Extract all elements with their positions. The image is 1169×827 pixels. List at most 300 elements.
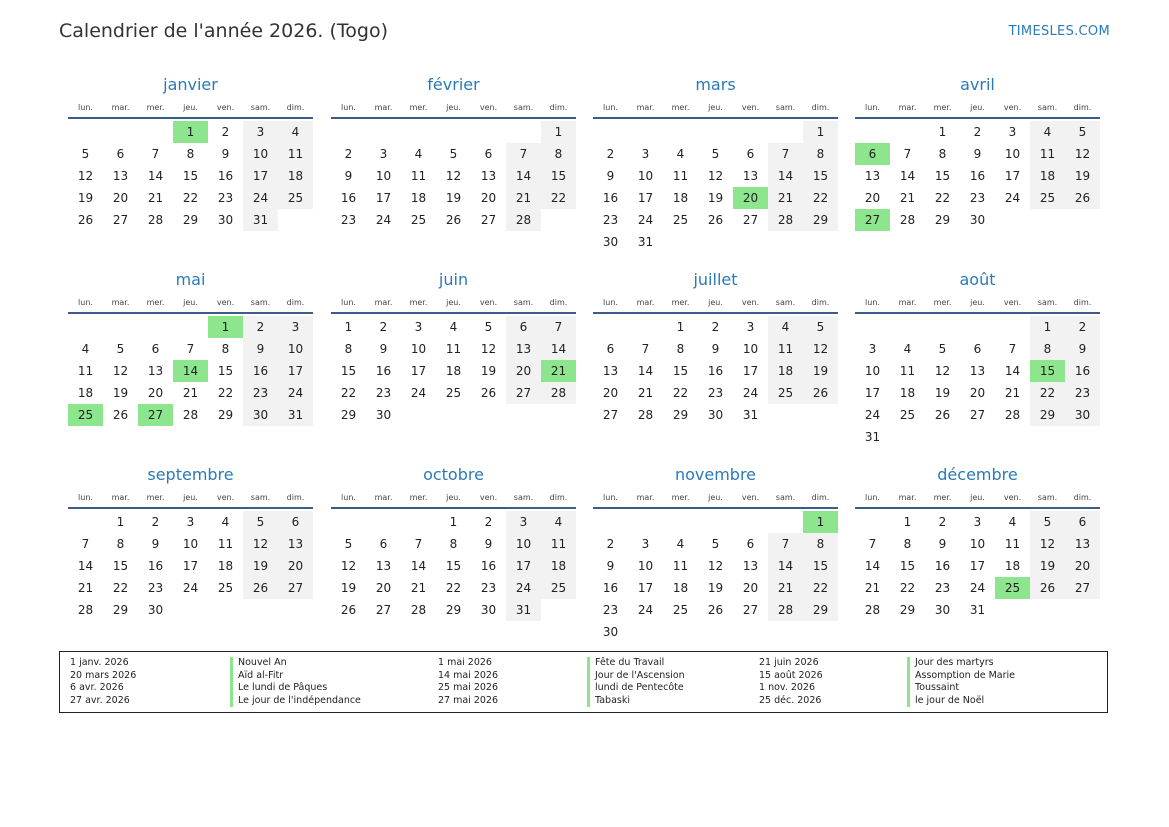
day-cell: 22: [217, 386, 234, 400]
day-cell: 21: [1004, 386, 1021, 400]
day-cell: 7: [768, 533, 803, 555]
empty-cell: [436, 121, 471, 143]
day-cell: 22: [445, 581, 462, 595]
day-cell: 19: [243, 555, 278, 577]
day-cell: 31: [506, 599, 541, 621]
header-rule: [855, 117, 1100, 119]
weekday-label: mer.: [409, 493, 428, 502]
day-cell: 24: [278, 382, 313, 404]
day-cell: 14: [864, 559, 881, 573]
day-cell: 22: [541, 187, 576, 209]
day-cell: 29: [672, 408, 689, 422]
day-cell: 19: [934, 386, 951, 400]
weekday-label: lun.: [603, 493, 618, 502]
month-name: janvier: [163, 75, 218, 94]
day-cell: 15: [340, 364, 357, 378]
holiday-name: Aïd al-Fitr: [230, 670, 283, 683]
day-cell: 5: [116, 342, 125, 356]
day-cell: 3: [641, 537, 650, 551]
day-cell: 9: [938, 537, 947, 551]
weekday-label: jeu.: [708, 103, 723, 112]
day-cell: 1: [1030, 316, 1065, 338]
month-11: [855, 464, 1100, 621]
weekday-label: ven.: [479, 103, 498, 112]
month-7: [855, 269, 1100, 448]
day-cell: 12: [243, 533, 278, 555]
day-cell: 22: [803, 187, 838, 209]
day-cell: 12: [934, 364, 951, 378]
day-cell: 20: [112, 191, 129, 205]
weekday-label: sam.: [775, 103, 796, 112]
empty-cell: [890, 316, 925, 338]
day-cell: 29: [340, 408, 357, 422]
day-cell: 31: [637, 235, 654, 249]
day-cell: 10: [742, 342, 759, 356]
day-cell: 26: [112, 408, 129, 422]
weekday-label: lun.: [341, 298, 356, 307]
day-cell: 25: [672, 213, 689, 227]
holiday-name: Jour des martyrs: [907, 657, 994, 670]
day-cell: 8: [938, 147, 947, 161]
day-cell: 1: [541, 121, 576, 143]
header-rule: [855, 312, 1100, 314]
day-cell: 1: [803, 121, 838, 143]
day-cell: 17: [637, 191, 654, 205]
weekday-label: lun.: [603, 103, 618, 112]
day-cell: 13: [864, 169, 881, 183]
day-cell: 2: [606, 537, 615, 551]
holiday-name: Assomption de Marie: [907, 670, 1015, 683]
day-cell: 29: [217, 408, 234, 422]
weekday-label: lun.: [341, 493, 356, 502]
day-cell: 22: [112, 581, 129, 595]
day-cell: 23: [707, 386, 724, 400]
day-cell: 16: [243, 360, 278, 382]
day-cell: 12: [1065, 143, 1100, 165]
weekday-label: dim.: [286, 298, 305, 307]
empty-cell: [628, 511, 663, 533]
holiday-date: 15 août 2026: [759, 669, 823, 681]
day-cell: 12: [707, 169, 724, 183]
day-cell: 11: [768, 338, 803, 360]
holiday-date: 14 mai 2026: [438, 669, 499, 681]
holiday-legend: [59, 651, 1108, 713]
days-grid: [68, 121, 313, 231]
day-cell: 17: [637, 581, 654, 595]
day-cell: 6: [506, 316, 541, 338]
empty-cell: [593, 121, 628, 143]
day-cell: 18: [899, 386, 916, 400]
day-cell: 4: [414, 147, 423, 161]
day-cell: 2: [484, 515, 493, 529]
days-grid: [855, 121, 1100, 231]
day-cell: 11: [217, 537, 234, 551]
month-0: [68, 74, 313, 231]
day-cell: 11: [899, 364, 916, 378]
weekday-label: mar.: [636, 298, 655, 307]
day-cell: 17: [410, 364, 427, 378]
day-cell: 29: [803, 599, 838, 621]
day-cell: 16: [217, 169, 234, 183]
weekday-label: ven.: [1003, 493, 1022, 502]
day-cell: 29: [803, 209, 838, 231]
header-rule: [68, 312, 313, 314]
day-cell: 25: [1030, 187, 1065, 209]
day-cell: 3: [746, 320, 755, 334]
day-cell: 14: [899, 169, 916, 183]
month-name: août: [959, 270, 996, 289]
day-cell: 7: [186, 342, 195, 356]
weekday-label: lun.: [603, 298, 618, 307]
empty-cell: [471, 121, 506, 143]
day-cell: 21: [147, 191, 164, 205]
weekday-label: dim.: [286, 493, 305, 502]
day-cell: 18: [541, 555, 576, 577]
day-cell: 19: [707, 581, 724, 595]
day-cell: 27: [1065, 577, 1100, 599]
day-cell: 9: [243, 338, 278, 360]
day-cell: 7: [1008, 342, 1017, 356]
weekday-label: dim.: [549, 493, 568, 502]
weekday-label: mar.: [898, 103, 917, 112]
day-cell: 5: [1030, 511, 1065, 533]
weekday-label: jeu.: [708, 298, 723, 307]
empty-cell: [366, 121, 401, 143]
month-2: [593, 74, 838, 253]
day-cell: 17: [506, 555, 541, 577]
weekday-label: mar.: [898, 493, 917, 502]
weekday-label: sam.: [1037, 493, 1058, 502]
day-cell: 26: [803, 382, 838, 404]
day-cell: 26: [445, 213, 462, 227]
weekday-label: dim.: [1073, 493, 1092, 502]
weekday-label: lun.: [865, 103, 880, 112]
days-grid: [68, 316, 313, 426]
day-cell: 26: [77, 213, 94, 227]
month-name: mai: [175, 270, 206, 289]
day-cell: 31: [969, 603, 986, 617]
day-cell: 18: [217, 559, 234, 573]
day-cell: 30: [934, 603, 951, 617]
day-cell: 8: [344, 342, 353, 356]
day-cell: 9: [606, 559, 615, 573]
day-cell: 5: [711, 147, 720, 161]
day-cell: 13: [112, 169, 129, 183]
weekday-label: sam.: [775, 493, 796, 502]
day-cell: 13: [375, 559, 392, 573]
day-cell: 3: [243, 121, 278, 143]
day-cell: 3: [1008, 125, 1017, 139]
day-cell: 23: [375, 386, 392, 400]
holiday-name: Nouvel An: [230, 657, 287, 670]
day-cell: 7: [641, 342, 650, 356]
day-cell: 29: [445, 603, 462, 617]
day-cell: 28: [410, 603, 427, 617]
weekday-label: lun.: [341, 103, 356, 112]
day-cell: 11: [278, 143, 313, 165]
day-cell: 12: [707, 559, 724, 573]
day-cell: 16: [969, 169, 986, 183]
day-cell: 15: [934, 169, 951, 183]
day-cell: 8: [116, 537, 125, 551]
empty-cell: [366, 511, 401, 533]
holiday-name: le jour de Noël: [907, 695, 984, 708]
month-5: [331, 269, 576, 426]
holiday-date: 27 avr. 2026: [70, 694, 130, 706]
header-rule: [593, 312, 838, 314]
holiday-cell: 25: [68, 404, 103, 426]
day-cell: 14: [637, 364, 654, 378]
day-cell: 7: [151, 147, 160, 161]
day-cell: 23: [1065, 382, 1100, 404]
day-cell: 22: [182, 191, 199, 205]
day-cell: 17: [864, 386, 881, 400]
day-cell: 16: [602, 191, 619, 205]
days-grid: [593, 511, 838, 643]
weekday-header: [68, 100, 313, 116]
day-cell: 29: [899, 603, 916, 617]
day-cell: 28: [768, 599, 803, 621]
day-cell: 5: [81, 147, 90, 161]
empty-cell: [733, 511, 768, 533]
day-cell: 19: [480, 364, 497, 378]
day-cell: 13: [147, 364, 164, 378]
day-cell: 24: [969, 581, 986, 595]
day-cell: 19: [803, 360, 838, 382]
day-cell: 19: [77, 191, 94, 205]
weekday-label: lun.: [865, 298, 880, 307]
weekday-label: mar.: [111, 103, 130, 112]
empty-cell: [698, 511, 733, 533]
weekday-label: ven.: [1003, 103, 1022, 112]
day-cell: 3: [868, 342, 877, 356]
day-cell: 6: [1065, 511, 1100, 533]
day-cell: 1: [344, 320, 353, 334]
day-cell: 28: [147, 213, 164, 227]
day-cell: 27: [742, 603, 759, 617]
day-cell: 11: [410, 169, 427, 183]
weekday-label: jeu.: [970, 493, 985, 502]
weekday-label: dim.: [286, 103, 305, 112]
day-cell: 28: [1004, 408, 1021, 422]
day-cell: 22: [934, 191, 951, 205]
day-cell: 3: [414, 320, 423, 334]
holiday-name: Le lundi de Pâques: [230, 682, 327, 695]
day-cell: 25: [217, 581, 234, 595]
day-cell: 10: [637, 559, 654, 573]
day-cell: 24: [864, 408, 881, 422]
days-grid: [331, 511, 576, 621]
weekday-label: mar.: [898, 298, 917, 307]
weekday-label: jeu.: [183, 298, 198, 307]
weekday-label: ven.: [479, 298, 498, 307]
day-cell: 15: [217, 364, 234, 378]
header-rule: [593, 507, 838, 509]
day-cell: 22: [1030, 382, 1065, 404]
day-cell: 9: [484, 537, 493, 551]
day-cell: 9: [344, 169, 353, 183]
day-cell: 26: [1030, 577, 1065, 599]
day-cell: 10: [243, 143, 278, 165]
day-cell: 30: [480, 603, 497, 617]
day-cell: 18: [1004, 559, 1021, 573]
weekday-header: [331, 295, 576, 311]
weekday-label: jeu.: [970, 103, 985, 112]
day-cell: 2: [344, 147, 353, 161]
day-cell: 17: [375, 191, 392, 205]
days-grid: [68, 511, 313, 621]
day-cell: 9: [151, 537, 160, 551]
weekday-label: lun.: [865, 493, 880, 502]
day-cell: 22: [803, 577, 838, 599]
day-cell: 10: [1004, 147, 1021, 161]
day-cell: 8: [903, 537, 912, 551]
weekday-label: mar.: [111, 298, 130, 307]
day-cell: 2: [711, 320, 720, 334]
empty-cell: [138, 316, 173, 338]
empty-cell: [698, 121, 733, 143]
empty-cell: [506, 121, 541, 143]
weekday-label: jeu.: [183, 493, 198, 502]
day-cell: 14: [410, 559, 427, 573]
holiday-cell: 1: [173, 121, 208, 143]
day-cell: 21: [637, 386, 654, 400]
day-cell: 25: [278, 187, 313, 209]
day-cell: 1: [903, 515, 912, 529]
weekday-label: mer.: [671, 298, 690, 307]
empty-cell: [593, 511, 628, 533]
day-cell: 26: [707, 213, 724, 227]
day-cell: 21: [410, 581, 427, 595]
day-cell: 8: [1030, 338, 1065, 360]
site-link[interactable]: TIMESLES.COM: [1008, 24, 1110, 39]
days-grid: [593, 121, 838, 253]
day-cell: 21: [768, 187, 803, 209]
weekday-label: sam.: [513, 298, 534, 307]
day-cell: 11: [672, 559, 689, 573]
weekday-label: dim.: [811, 298, 830, 307]
day-cell: 28: [541, 382, 576, 404]
empty-cell: [68, 511, 103, 533]
day-cell: 13: [742, 559, 759, 573]
weekday-label: mar.: [111, 493, 130, 502]
holiday-date: 1 nov. 2026: [759, 682, 815, 693]
day-cell: 16: [602, 581, 619, 595]
day-cell: 7: [414, 537, 423, 551]
day-cell: 28: [899, 213, 916, 227]
empty-cell: [855, 316, 890, 338]
holiday-name: Jour de l'Ascension: [587, 670, 685, 683]
day-cell: 6: [151, 342, 160, 356]
day-cell: 6: [746, 147, 755, 161]
day-cell: 11: [1004, 537, 1021, 551]
holiday-date: 21 juin 2026: [759, 657, 819, 668]
day-cell: 13: [1065, 533, 1100, 555]
weekday-label: ven.: [1003, 298, 1022, 307]
weekday-label: ven.: [741, 493, 760, 502]
day-cell: 4: [768, 316, 803, 338]
day-cell: 31: [864, 430, 881, 444]
weekday-label: sam.: [250, 493, 271, 502]
month-3: [855, 74, 1100, 231]
weekday-label: mer.: [671, 493, 690, 502]
day-cell: 3: [506, 511, 541, 533]
holiday-cell: 27: [138, 404, 173, 426]
day-cell: 6: [379, 537, 388, 551]
weekday-label: ven.: [741, 298, 760, 307]
day-cell: 24: [637, 603, 654, 617]
holiday-date: 1 mai 2026: [438, 657, 492, 668]
day-cell: 22: [672, 386, 689, 400]
day-cell: 12: [803, 338, 838, 360]
day-cell: 18: [410, 191, 427, 205]
day-cell: 23: [934, 581, 951, 595]
day-cell: 12: [445, 169, 462, 183]
day-cell: 7: [541, 316, 576, 338]
month-name: juin: [438, 270, 469, 289]
day-cell: 7: [506, 143, 541, 165]
day-cell: 31: [742, 408, 759, 422]
day-cell: 10: [182, 537, 199, 551]
day-cell: 18: [445, 364, 462, 378]
day-cell: 30: [602, 625, 619, 639]
day-cell: 26: [707, 603, 724, 617]
day-cell: 11: [672, 169, 689, 183]
day-cell: 16: [340, 191, 357, 205]
empty-cell: [68, 316, 103, 338]
header-rule: [68, 507, 313, 509]
day-cell: 30: [602, 235, 619, 249]
empty-cell: [855, 511, 890, 533]
weekday-label: ven.: [741, 103, 760, 112]
day-cell: 12: [1030, 533, 1065, 555]
weekday-label: dim.: [549, 298, 568, 307]
day-cell: 2: [973, 125, 982, 139]
day-cell: 4: [81, 342, 90, 356]
day-cell: 4: [541, 511, 576, 533]
day-cell: 25: [541, 577, 576, 599]
day-cell: 17: [742, 364, 759, 378]
weekday-header: [855, 100, 1100, 116]
weekday-label: ven.: [216, 298, 235, 307]
month-name: février: [427, 75, 480, 94]
day-cell: 6: [484, 147, 493, 161]
day-cell: 16: [147, 559, 164, 573]
day-cell: 14: [768, 165, 803, 187]
holiday-date: 20 mars 2026: [70, 669, 137, 681]
day-cell: 10: [410, 342, 427, 356]
header-rule: [855, 507, 1100, 509]
day-cell: 8: [449, 537, 458, 551]
header-rule: [331, 507, 576, 509]
weekday-label: ven.: [479, 493, 498, 502]
day-cell: 27: [278, 577, 313, 599]
day-cell: 20: [1065, 555, 1100, 577]
day-cell: 30: [1065, 404, 1100, 426]
weekday-label: dim.: [1073, 103, 1092, 112]
weekday-label: lun.: [78, 493, 93, 502]
day-cell: 2: [221, 125, 230, 139]
empty-cell: [628, 316, 663, 338]
day-cell: 14: [506, 165, 541, 187]
day-cell: 20: [969, 386, 986, 400]
day-cell: 22: [340, 386, 357, 400]
day-cell: 27: [112, 213, 129, 227]
day-cell: 4: [676, 147, 685, 161]
day-cell: 15: [112, 559, 129, 573]
day-cell: 3: [278, 316, 313, 338]
day-cell: 2: [243, 316, 278, 338]
